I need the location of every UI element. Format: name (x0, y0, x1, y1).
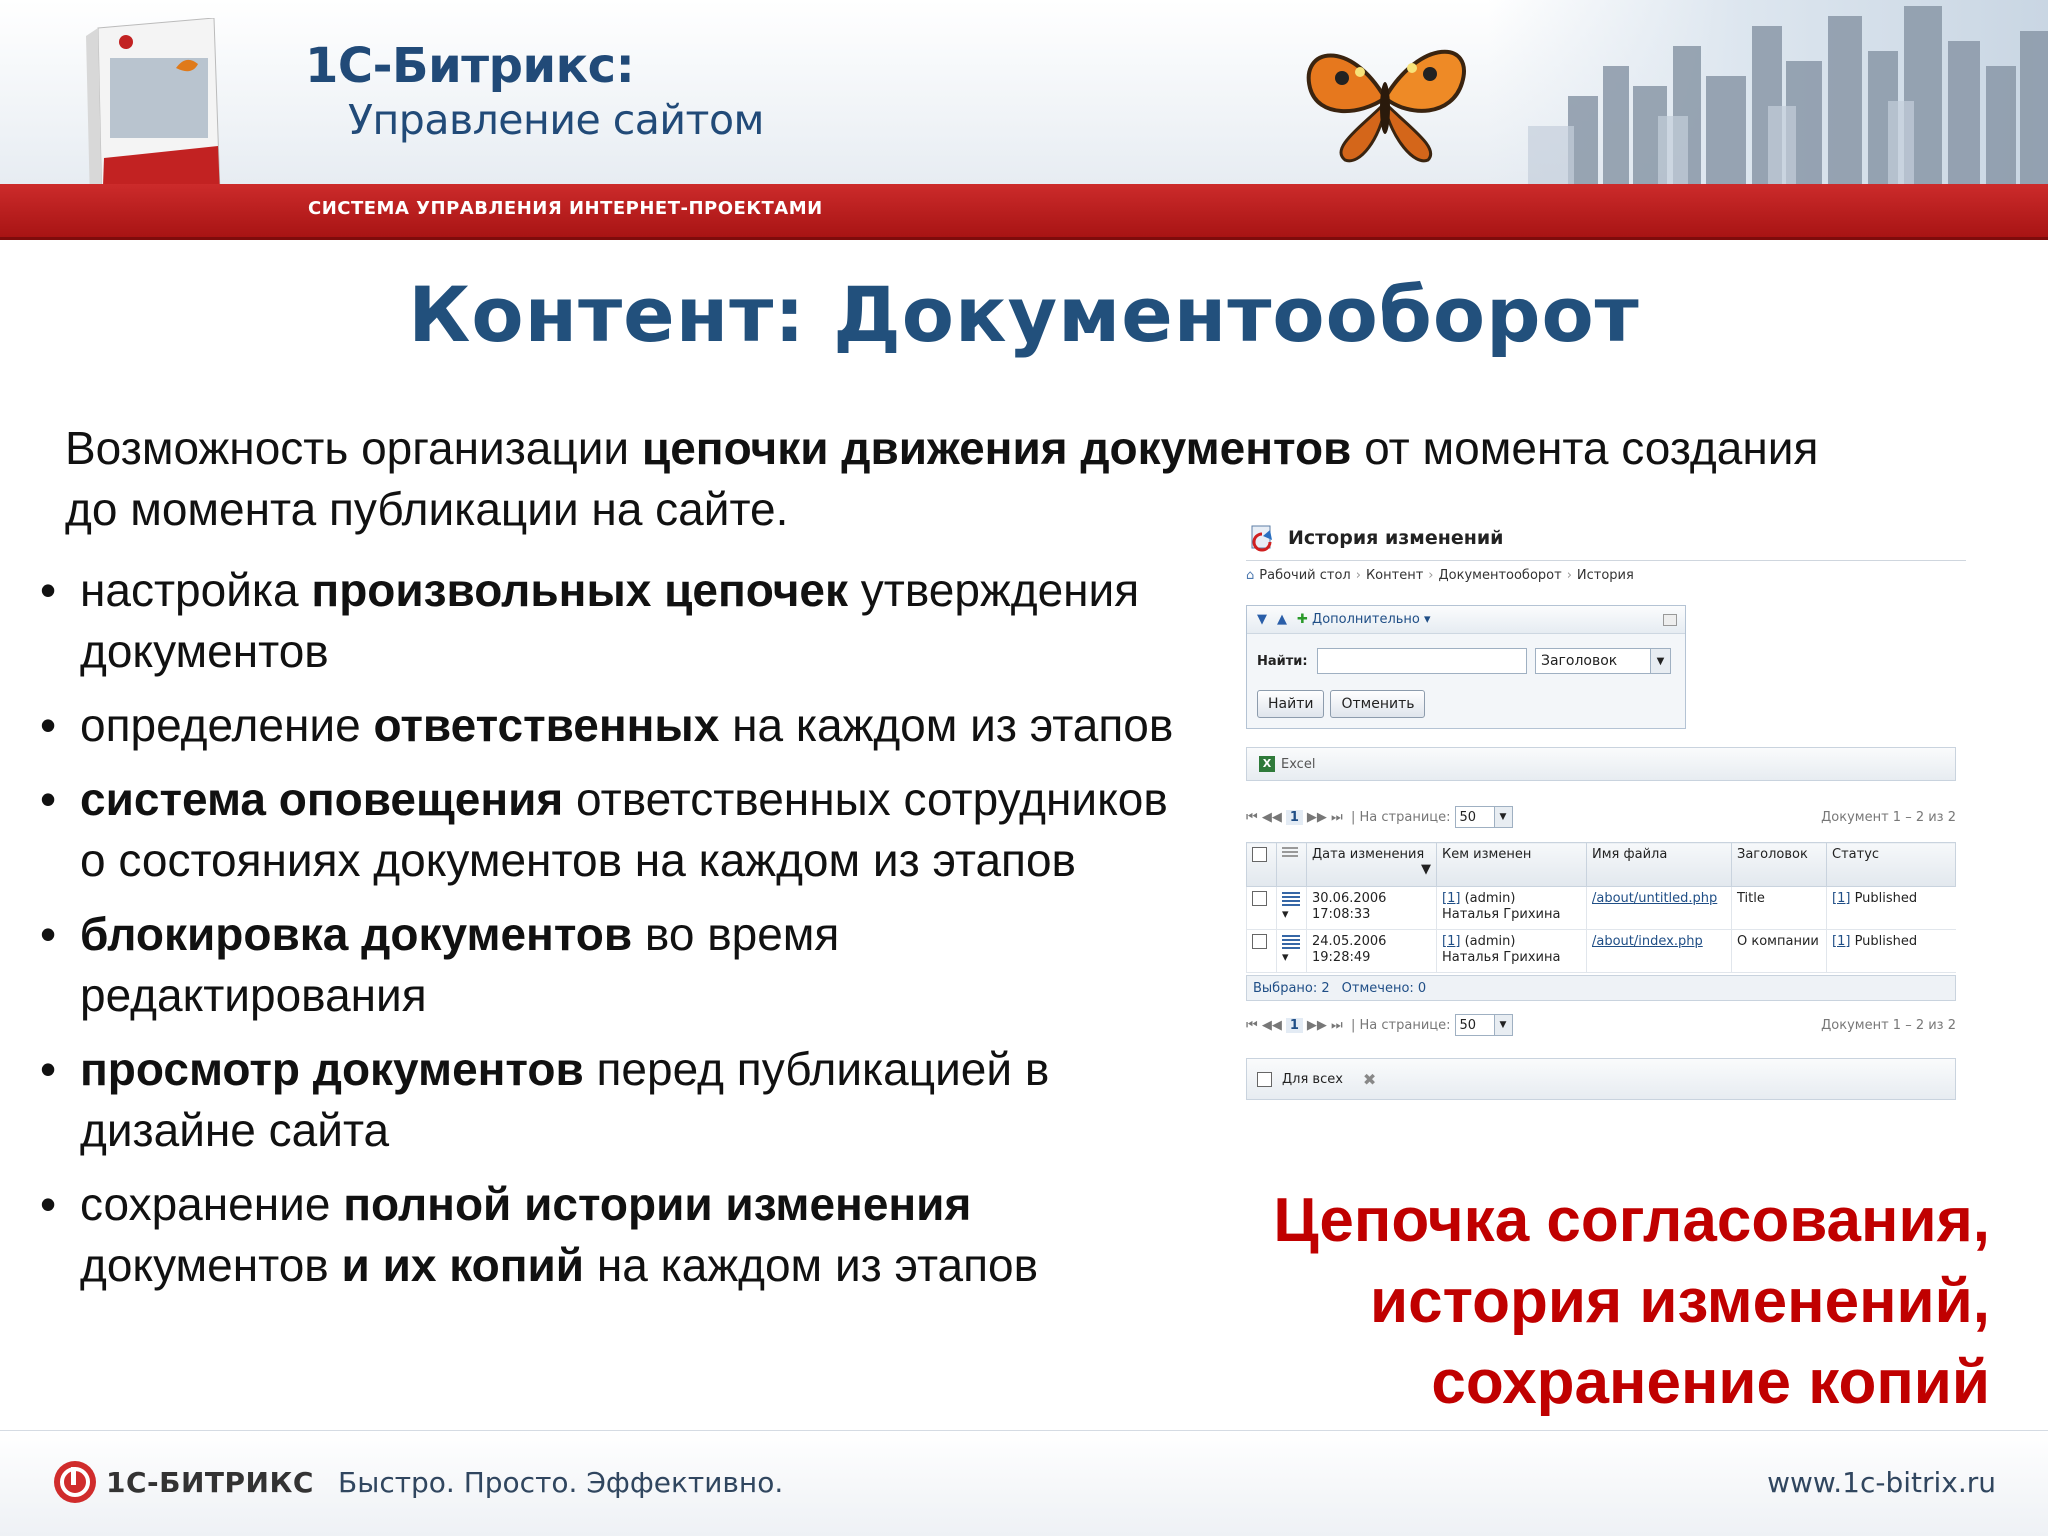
feature-text: настройка (80, 564, 312, 616)
butterfly-image (1290, 28, 1480, 168)
row-menu-icon[interactable] (1282, 892, 1300, 906)
feature-text-bold: блокировка документов (80, 908, 633, 960)
first-page-icon[interactable]: ⏮ (1246, 809, 1258, 825)
history-panel-title (1246, 520, 1504, 556)
column-header[interactable] (1307, 843, 1437, 887)
caption-line: Цепочка согласования, (1273, 1186, 1990, 1255)
find-row (1257, 648, 1671, 674)
history-title-text: История изменений (1288, 527, 1504, 549)
per-page-label: | На странице: (1351, 809, 1451, 825)
column-header[interactable]: Заголовок (1732, 843, 1827, 887)
find-label: Найти: (1257, 653, 1308, 669)
breadcrumb-item[interactable]: Документооборот (1438, 568, 1562, 583)
record-count: Документ 1 – 2 из 2 (1821, 1017, 1956, 1033)
status-value: Published (1854, 934, 1918, 949)
header-tagline: СИСТЕМА УПРАВЛЕНИЯ ИНТЕРНЕТ-ПРОЕКТАМИ (308, 198, 823, 219)
next-page-icon[interactable]: ▶▶ (1306, 809, 1327, 825)
feature-text: перед публикацией в дизайне сайта (80, 1043, 1050, 1156)
collapse-up-icon[interactable]: ▲ (1277, 612, 1287, 627)
user-name: Наталья Грихина (1442, 950, 1561, 965)
feature-item (40, 1039, 1180, 1161)
excel-icon: X (1259, 756, 1275, 772)
per-page-value: 50 (1459, 1017, 1477, 1033)
title-cell: О компании (1732, 930, 1827, 973)
home-icon: ⌂ (1246, 568, 1255, 583)
intro-text-post: от момента создания до момента публикации на сайте. (65, 422, 1819, 535)
group-actions-bar (1246, 1058, 1956, 1100)
user-link[interactable]: [1] (1442, 891, 1461, 906)
chevron-down-icon: ▼ (1494, 807, 1512, 827)
filter-options-icon[interactable] (1663, 614, 1677, 626)
caption-line: сохранение копий (1431, 1348, 1990, 1417)
status-value: Published (1854, 891, 1918, 906)
breadcrumb-separator: › (1428, 568, 1434, 583)
user-cell (1437, 887, 1587, 930)
feature-text: во время редактирования (80, 908, 840, 1021)
date-cell (1307, 930, 1437, 973)
row-checkbox-cell (1247, 930, 1277, 973)
file-cell (1587, 887, 1732, 930)
feature-text-bold: система оповещения (80, 773, 564, 825)
find-button[interactable]: Найти (1257, 690, 1324, 718)
feature-item (40, 560, 1180, 682)
user-login: (admin) (1464, 934, 1516, 949)
feature-text: определение (80, 699, 374, 751)
pagination-bottom (1246, 1013, 1956, 1037)
file-link[interactable]: /about/index.php (1592, 934, 1703, 949)
feature-item (40, 769, 1180, 891)
per-page-select[interactable] (1455, 1014, 1513, 1036)
feature-text: сохранение (80, 1178, 344, 1230)
last-page-icon[interactable]: ⏭ (1331, 809, 1343, 825)
breadcrumb-item[interactable]: Рабочий стол (1259, 568, 1351, 583)
row-checkbox[interactable] (1252, 891, 1267, 906)
file-link[interactable]: /about/untitled.php (1592, 891, 1718, 906)
file-cell (1587, 930, 1732, 973)
date-value: 24.05.2006 (1312, 934, 1387, 949)
select-all-checkbox[interactable] (1252, 847, 1267, 862)
excel-export-button[interactable]: Excel (1281, 756, 1316, 772)
feature-text: на каждом из этапов (584, 1239, 1039, 1291)
feature-item (40, 904, 1180, 1026)
feature-text: утверждения документов (80, 564, 1140, 677)
history-icon (1246, 522, 1278, 554)
checked-count: Отмечено: 0 (1341, 980, 1427, 996)
row-actions-cell: ▾ (1277, 930, 1307, 973)
column-header[interactable]: Кем изменен (1437, 843, 1587, 887)
filter-toolbar (1247, 606, 1685, 634)
first-page-icon[interactable]: ⏮ (1246, 1017, 1258, 1033)
find-field-value: Заголовок (1541, 653, 1618, 669)
table-row[interactable] (1247, 930, 1956, 973)
filter-panel (1246, 605, 1686, 729)
feature-text-bold: произвольных цепочек (311, 564, 849, 616)
breadcrumb-separator: › (1566, 568, 1572, 583)
plus-icon: ✚ (1297, 612, 1308, 627)
collapse-down-icon[interactable]: ▼ (1257, 612, 1267, 627)
time-value: 19:28:49 (1312, 950, 1371, 965)
feature-item (40, 695, 1180, 756)
date-cell (1307, 887, 1437, 930)
feature-text: документов (80, 1239, 342, 1291)
table-header-row (1247, 843, 1956, 887)
slide-title: Контент: Документооборот (408, 270, 1640, 359)
row-actions-cell: ▾ (1277, 887, 1307, 930)
page-number[interactable]: 1 (1286, 1018, 1303, 1033)
prev-page-icon[interactable]: ◀◀ (1261, 809, 1282, 825)
pagination-top (1246, 805, 1956, 829)
history-screenshot (1240, 510, 1970, 1110)
for-all-checkbox[interactable] (1257, 1072, 1272, 1087)
breadcrumb (1246, 568, 1634, 583)
intro-text-bold: цепочки движения документов (641, 422, 1352, 474)
city-skyline-image (1528, 6, 2048, 186)
per-page-label: | На странице: (1351, 1017, 1451, 1033)
feature-item (40, 1174, 1180, 1296)
footer-brand: 1С-БИТРИКС (106, 1466, 314, 1499)
columns-icon[interactable] (1282, 847, 1298, 859)
title-divider (1246, 560, 1966, 561)
record-count: Документ 1 – 2 из 2 (1821, 809, 1956, 825)
select-all-header (1247, 843, 1277, 887)
caption-line: история изменений, (1370, 1267, 1990, 1336)
footer-url[interactable]: www.1c-bitrix.ru (1767, 1466, 1996, 1499)
breadcrumb-item[interactable]: Контент (1365, 568, 1424, 583)
status-link[interactable]: [1] (1832, 891, 1851, 906)
user-name: Наталья Грихина (1442, 907, 1561, 922)
for-all-label: Для всех (1282, 1071, 1343, 1087)
feature-text-bold: просмотр документов (80, 1043, 584, 1095)
history-table (1246, 842, 1956, 973)
chevron-down-icon: ▼ (1494, 1015, 1512, 1035)
selected-count: Выбрано: 2 (1253, 980, 1330, 996)
prev-page-icon[interactable]: ◀◀ (1261, 1017, 1282, 1033)
row-checkbox[interactable] (1252, 934, 1267, 949)
feature-text: ответственных сотрудников о состояниях документов на каждом из этапов (80, 773, 1168, 886)
user-login: (admin) (1464, 891, 1516, 906)
last-page-icon[interactable]: ⏭ (1331, 1017, 1343, 1033)
column-header[interactable]: Статус (1827, 843, 1956, 887)
per-page-value: 50 (1459, 809, 1477, 825)
feature-list (40, 560, 1180, 1309)
feature-text-bold: ответственных (373, 699, 720, 751)
chevron-down-icon: ▼ (1650, 649, 1670, 673)
find-input[interactable] (1317, 648, 1527, 674)
delete-icon[interactable]: ✖ (1362, 1069, 1377, 1089)
feature-text-bold: и их копий (341, 1239, 585, 1291)
find-field-select[interactable] (1535, 648, 1671, 674)
next-page-icon[interactable]: ▶▶ (1306, 1017, 1327, 1033)
time-value: 17:08:33 (1312, 907, 1371, 922)
title-cell: Title (1732, 887, 1827, 930)
page-number[interactable]: 1 (1286, 810, 1303, 825)
row-checkbox-cell (1247, 887, 1277, 930)
date-value: 30.06.2006 (1312, 891, 1387, 906)
red-caption (1090, 1180, 1990, 1423)
column-header[interactable]: Имя файла (1587, 843, 1732, 887)
breadcrumb-item: История (1576, 568, 1634, 583)
status-cell (1827, 930, 1956, 973)
more-filters-label: Дополнительно (1312, 612, 1420, 627)
filter-buttons (1257, 690, 1425, 718)
table-row[interactable] (1247, 887, 1956, 930)
intro-text-pre: Возможность организации (65, 422, 642, 474)
brand-title: 1С-Битрикс: (305, 38, 635, 94)
add-filter-button[interactable]: ✚ Дополнительно ▾ (1297, 612, 1431, 627)
status-link[interactable]: [1] (1832, 934, 1851, 949)
brand-subtitle: Управление сайтом (348, 96, 764, 144)
user-link[interactable]: [1] (1442, 934, 1461, 949)
footer-slogan: Быстро. Просто. Эффективно. (338, 1466, 784, 1499)
selection-summary (1246, 975, 1956, 1001)
user-cell (1437, 930, 1587, 973)
actions-header (1277, 843, 1307, 887)
per-page-select[interactable] (1455, 806, 1513, 828)
export-toolbar (1246, 747, 1956, 781)
status-cell (1827, 887, 1956, 930)
feature-text-bold: полной истории изменения (343, 1178, 972, 1230)
breadcrumb-separator: › (1355, 568, 1361, 583)
cancel-button[interactable]: Отменить (1330, 690, 1425, 718)
column-header-label: Дата изменения (1312, 847, 1425, 862)
sort-icon: ▼ (1421, 862, 1431, 877)
feature-text: на каждом из этапов (719, 699, 1174, 751)
row-menu-icon[interactable] (1282, 935, 1300, 949)
bitrix-logo-icon (52, 1459, 98, 1505)
